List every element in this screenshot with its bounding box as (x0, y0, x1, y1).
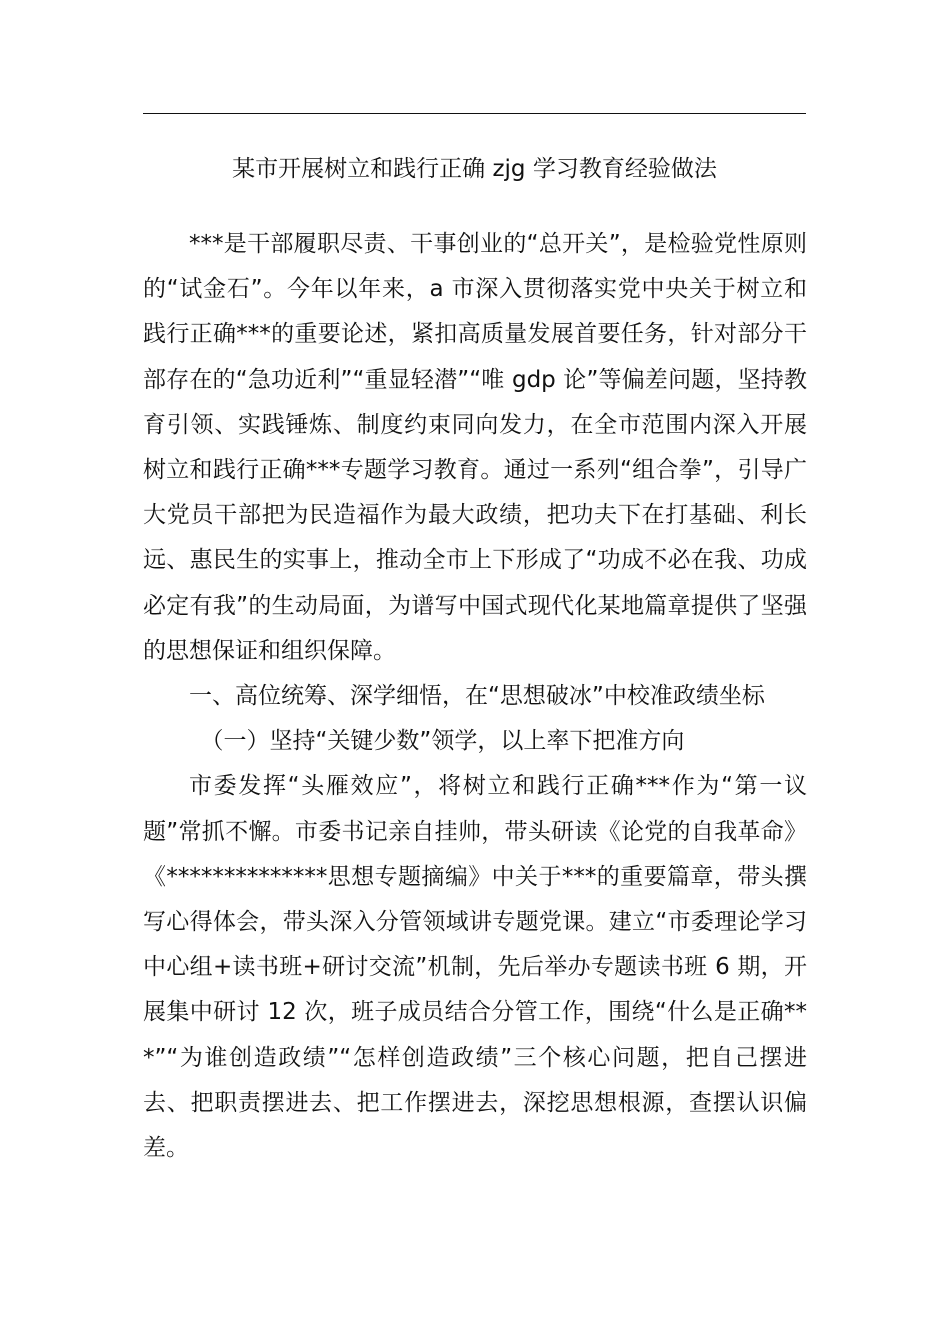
subsection-heading-1: （一）坚持“关键少数”领学，以上率下把准方向 (200, 728, 685, 755)
document-body (143, 222, 807, 1171)
header-rule (143, 113, 806, 114)
body-paragraph: 市委发挥“头雁效应”，将树立和践行正确***作为“第一议题”常抓不懈。市委书记亲自挂帅，带头研读《论党的自我革命》《**************思想专题摘编》中关于***的重要篇章，带头撰写心得体会，带头深入分管领域讲专题党课。建立“市委理论学习中心组+读书班+研讨交流”机制，先后举办专题读书班 6 期，开展集中研讨 12 次，班子成员结合分管工作，围绕“什么是正确***”“为谁创造政绩”“怎样创造政绩”三个核心问题，把自己摆进去、把职责摆进去、把工作摆进去，深挖思想根源，查摆认识偏差。 (143, 773, 807, 1162)
document-title: 某市开展树立和践行正确 zjg 学习教育经验做法 (232, 156, 717, 182)
section-heading-1: 一、高位统筹、深学细悟，在“思想破冰”中校准政绩坐标 (189, 683, 765, 710)
intro-paragraph: ***是干部履职尽责、干事创业的“总开关”，是检验党性原则的“试金石”。今年以年来，a 市深入贯彻落实党中央关于树立和践行正确***的重要论述，紧扣高质量发展首要任务，针对部分干部存在的“急功近利”“重显轻潜”“唯 gdp 论”等偏差问题，坚持教育引领、实践锤炼、制度约束同向发力，在全市范围内深入开展树立和践行正确***专题学习教育。通过一系列“组合拳”，引导广大党员干部把为民造福作为最大政绩，把功夫下在打基础、利长远、惠民生的实事上，推动全市上下形成了“功成不必在我、功成必定有我”的生动局面，为谱写中国式现代化某地篇章提供了坚强的思想保证和组织保障。 (143, 231, 807, 664)
